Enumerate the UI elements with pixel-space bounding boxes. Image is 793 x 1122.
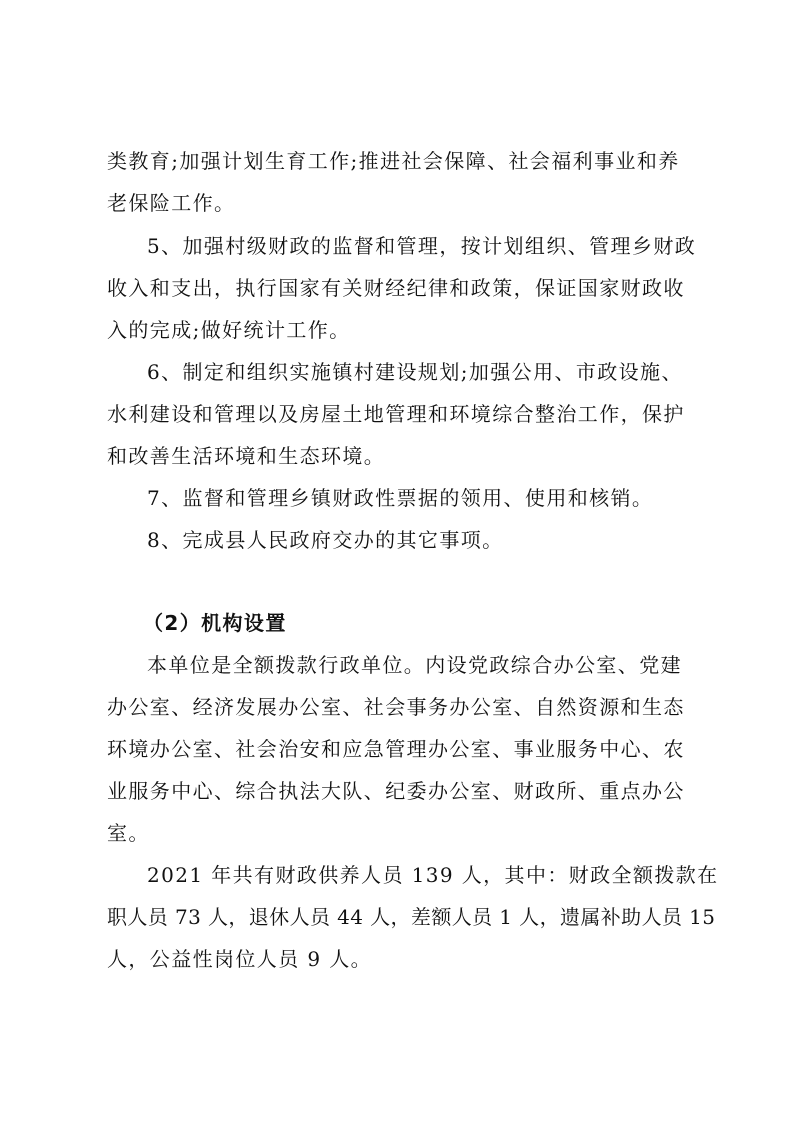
staff-para-line-1: 2021 年共有财政供养人员 139 人，其中：财政全额拨款在 [147, 863, 719, 887]
item-6-line-3: 和改善生活环境和生态环境。 [107, 444, 386, 468]
item-5-line-1: 5、加强村级财政的监督和管理，按计划组织、管理乡财政 [147, 234, 697, 258]
item-7-line-1: 7、监督和管理乡镇财政性票据的领用、使用和核销。 [147, 486, 654, 510]
duties-continued-line-1: 类教育;加强计划生育工作;推进社会保障、社会福利事业和养 [107, 149, 680, 173]
organization-para-line-2: 办公室、经济发展办公室、社会事务办公室、自然资源和生态 [107, 695, 685, 719]
item-5-line-2: 收入和支出，执行国家有关财经纪律和政策，保证国家财政收 [107, 276, 685, 300]
organization-para-line-1: 本单位是全额拨款行政单位。内设党政综合办公室、党建 [147, 653, 682, 677]
section-heading-organization: （2）机构设置 [143, 611, 287, 635]
staff-para-line-2: 职人员 73 人，退休人员 44 人，差额人员 1 人，遗属补助人员 15 [107, 905, 716, 929]
staff-para-line-3: 人，公益性岗位人员 9 人。 [107, 947, 373, 971]
organization-para-line-4: 业服务中心、综合执法大队、纪委办公室、财政所、重点办公 [107, 779, 685, 803]
organization-para-line-5: 室。 [107, 821, 150, 845]
item-6-line-1: 6、制定和组织实施镇村建设规划;加强公用、市政设施、 [147, 360, 683, 384]
item-5-line-3: 入的完成;做好统计工作。 [107, 318, 351, 342]
item-8-line-1: 8、完成县人民政府交办的其它事项。 [147, 528, 504, 552]
organization-para-line-3: 环境办公室、社会治安和应急管理办公室、事业服务中心、农 [107, 737, 685, 761]
duties-continued-line-2: 老保险工作。 [107, 191, 236, 215]
item-6-line-2: 水利建设和管理以及房屋土地管理和环境综合整治工作，保护 [107, 402, 685, 426]
